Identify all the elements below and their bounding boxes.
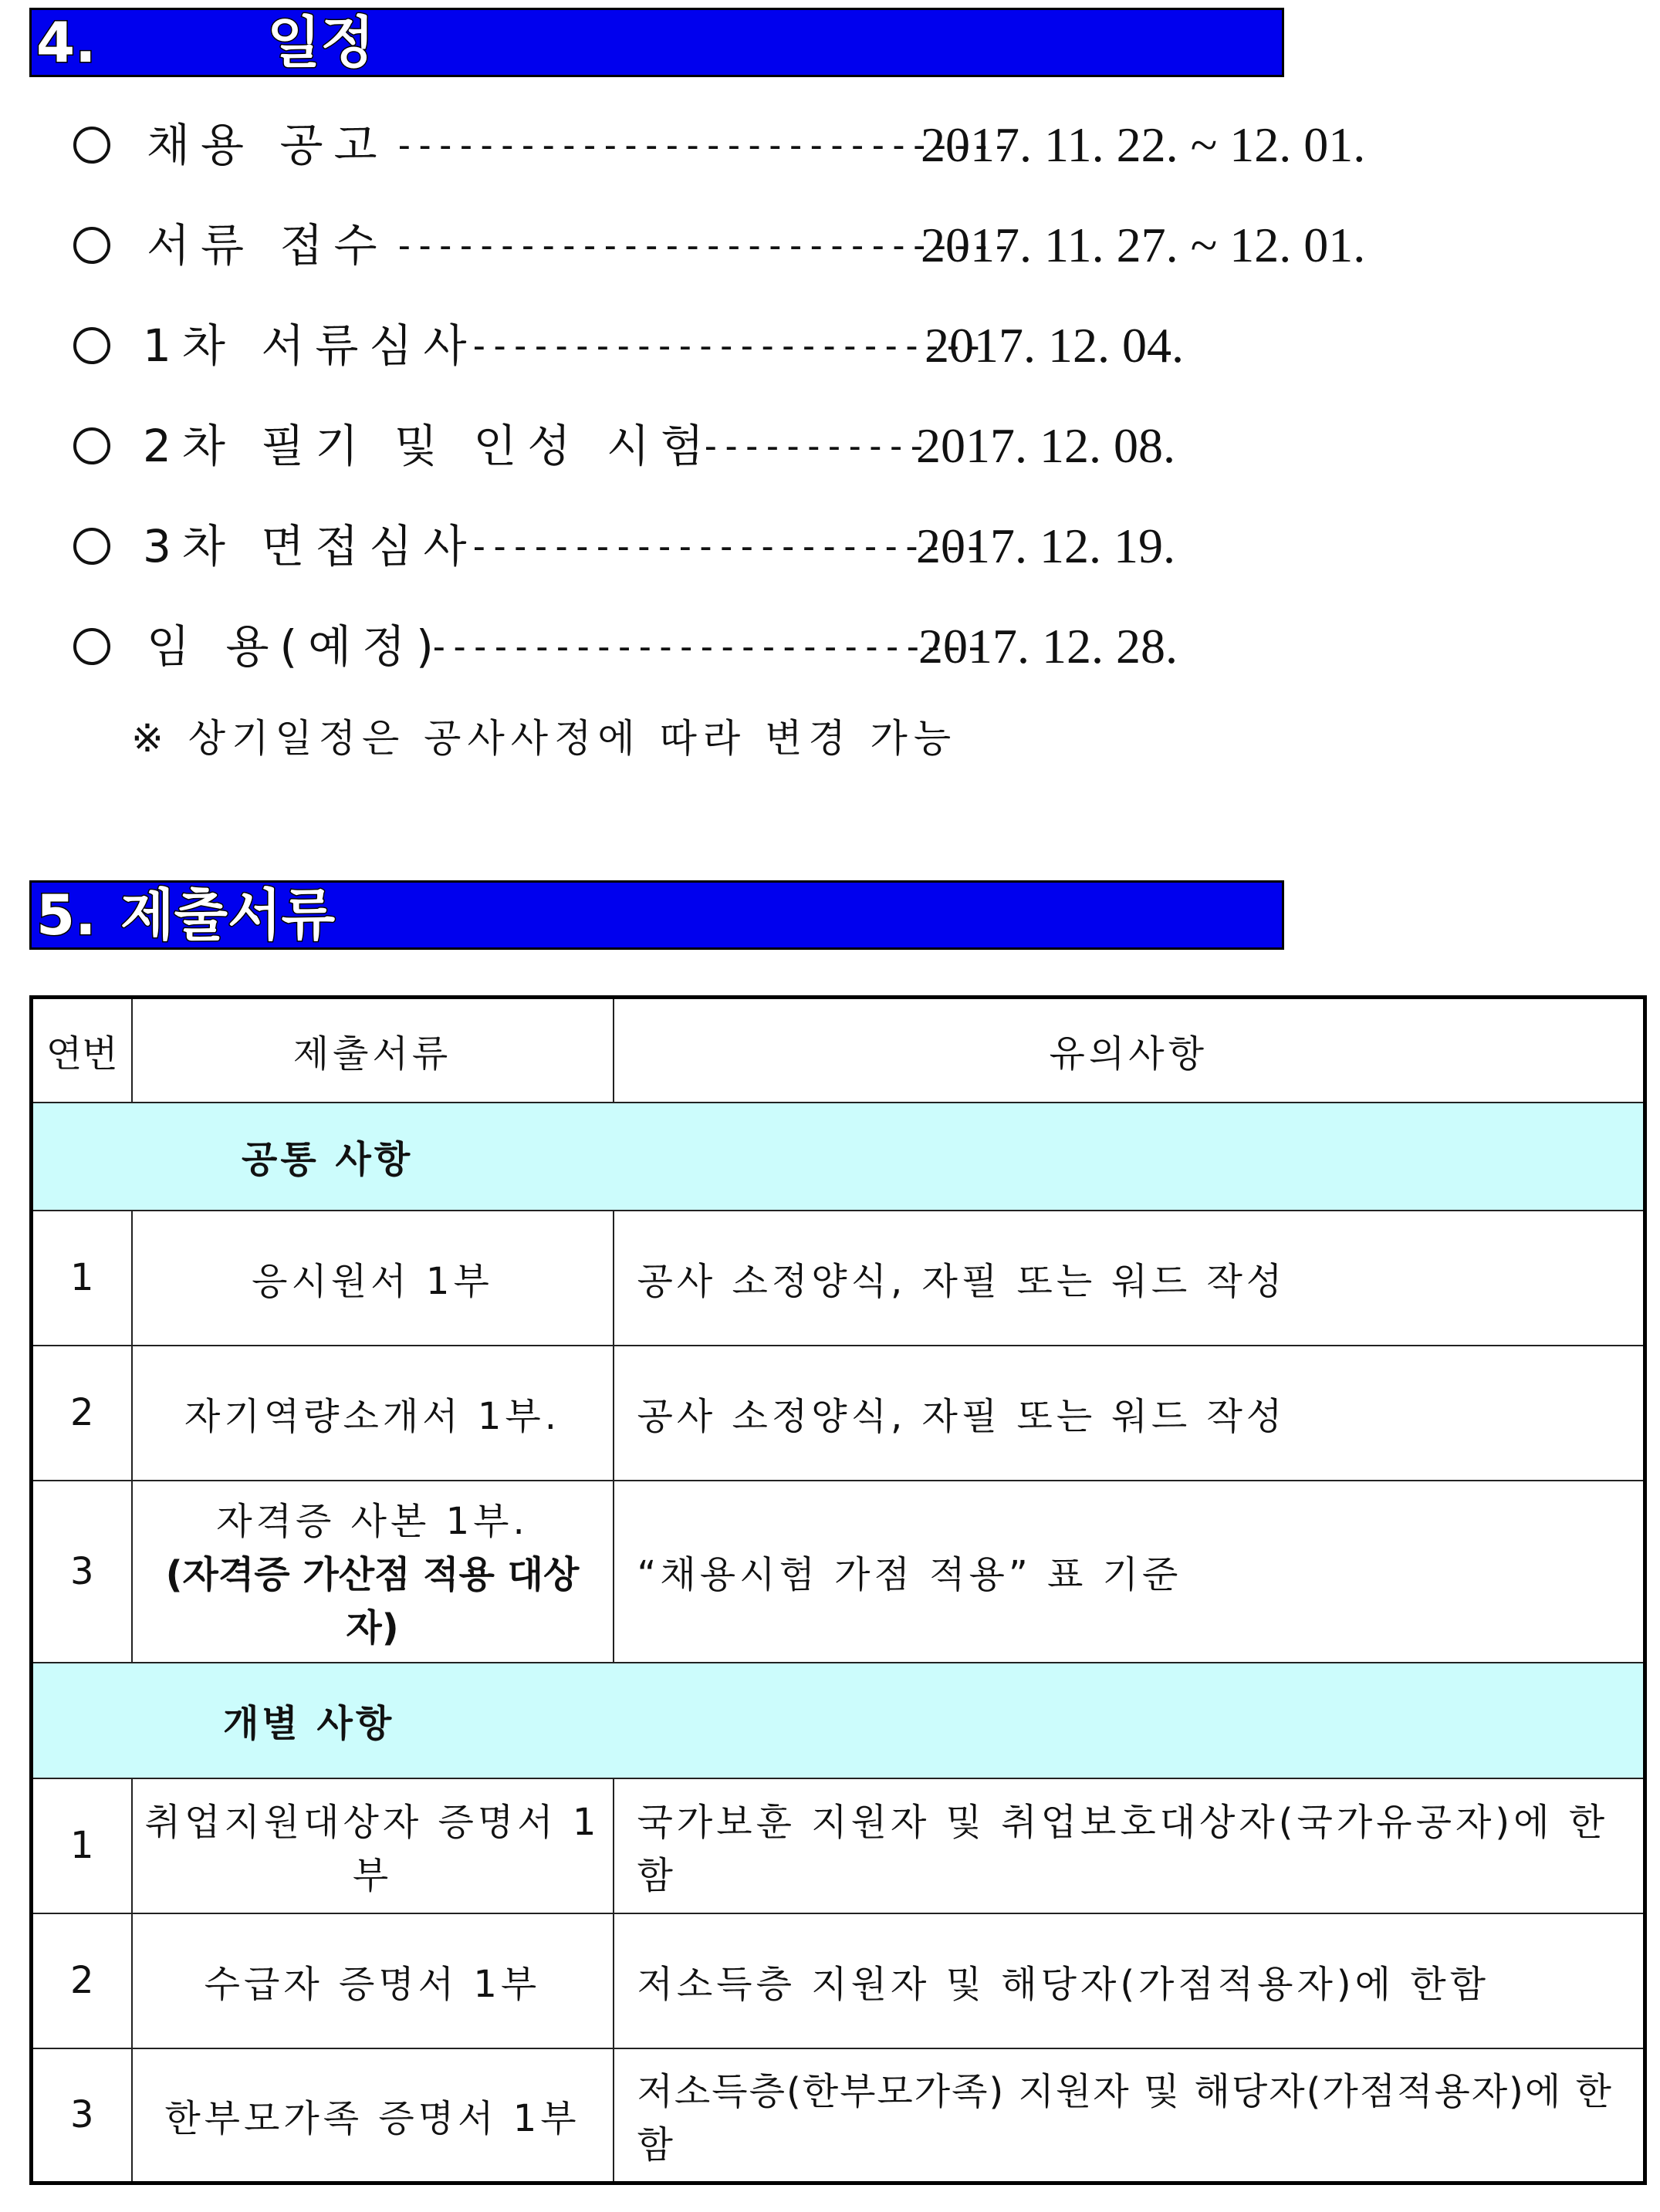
row-note: 공사 소정양식, 자필 또는 워드 작성 [614, 1346, 1645, 1481]
schedule-note: ※ 상기일정은 공사사정에 따라 변경 가능 [131, 716, 958, 761]
table-row [32, 1346, 1645, 1481]
schedule-date: 2017. 11. 22. ~ 12. 01. [921, 117, 1366, 172]
table-row [32, 1913, 1645, 2048]
circle-bullet-icon [73, 628, 110, 665]
common-section-cell [32, 1103, 1645, 1211]
section-title: 일정 [267, 10, 375, 75]
row-number: 3 [32, 2048, 132, 2183]
schedule-date: 2017. 11. 27. ~ 12. 01. [921, 218, 1366, 272]
schedule-dashes: --------------------------- [428, 626, 985, 667]
row-note: 공사 소정양식, 자필 또는 워드 작성 [614, 1211, 1645, 1346]
row-number: 2 [32, 1346, 132, 1481]
common-section-label: 공통 사항 [242, 1138, 414, 1181]
schedule-label: 3차 면접심사 [143, 520, 478, 572]
individual-section-label: 개별 사항 [223, 1702, 395, 1745]
section-number: 4. [36, 10, 96, 75]
row-note: “채용시험 가점 적용” 표 기준 [614, 1481, 1645, 1663]
table-row [32, 2048, 1645, 2183]
row-document: 취업지원대상자 증명서 1부 [132, 1778, 614, 1913]
common-section-row [32, 1103, 1645, 1211]
row-document-cell [132, 1481, 614, 1663]
row-document: 응시원서 1부 [132, 1211, 614, 1346]
schedule-date: 2017. 12. 08. [916, 418, 1175, 473]
row-document: 자기역량소개서 1부. [132, 1346, 614, 1481]
schedule-label: 2차 필기 및 인성 시험 [143, 420, 715, 472]
individual-section-cell [32, 1663, 1645, 1778]
schedule-label: 서류 접수 [147, 219, 388, 272]
circle-bullet-icon [73, 528, 110, 565]
section-title: 제출서류 [120, 883, 336, 947]
individual-section-row [32, 1663, 1645, 1778]
header-notes: 유의사항 [614, 998, 1645, 1103]
row-number: 1 [32, 1778, 132, 1913]
schedule-label: 채용 공고 [147, 119, 388, 171]
row-note: 저소득층 지원자 및 해당자(가점적용자)에 한함 [614, 1913, 1645, 2048]
schedule-date: 2017. 12. 04. [925, 318, 1184, 373]
row-number: 1 [32, 1211, 132, 1346]
schedule-dashes: ------------------------- [468, 325, 984, 366]
row-number: 3 [32, 1481, 132, 1663]
table-row [32, 1211, 1645, 1346]
row-note: 저소득층(한부모가족) 지원자 및 해당자(가점적용자)에 한함 [614, 2048, 1645, 2183]
schedule-dashes: ----------- [700, 425, 927, 467]
row-document-sub: (자격증 가산점 적용 대상자) [165, 1553, 580, 1650]
circle-bullet-icon [73, 127, 110, 164]
circle-bullet-icon [73, 227, 110, 264]
documents-table [29, 995, 1647, 2185]
table-row [32, 1778, 1645, 1913]
schedule-dashes: ------------------------- [468, 525, 984, 567]
section-5-heading [29, 880, 1284, 950]
section-number: 5. [36, 883, 96, 947]
schedule-date: 2017. 12. 19. [916, 518, 1175, 573]
schedule-dashes: ------------------------------ [394, 124, 1012, 166]
row-document: 수급자 증명서 1부 [132, 1913, 614, 2048]
row-document: 자격증 사본 1부. [216, 1500, 529, 1543]
section-4-heading [29, 8, 1284, 77]
table-row [32, 1481, 1645, 1663]
schedule-dashes: ------------------------------ [394, 225, 1012, 266]
schedule-date: 2017. 12. 28. [918, 619, 1178, 674]
row-number: 2 [32, 1913, 132, 2048]
row-note: 국가보훈 지원자 및 취업보호대상자(국가유공자)에 한함 [614, 1778, 1645, 1913]
table-header-row [32, 998, 1645, 1103]
circle-bullet-icon [73, 327, 110, 364]
schedule-label: 임 용(예정) [147, 620, 445, 673]
row-document: 한부모가족 증명서 1부 [132, 2048, 614, 2183]
circle-bullet-icon [73, 427, 110, 464]
header-document: 제출서류 [132, 998, 614, 1103]
schedule-label: 1차 서류심사 [143, 319, 478, 372]
header-number: 연번 [32, 998, 132, 1103]
